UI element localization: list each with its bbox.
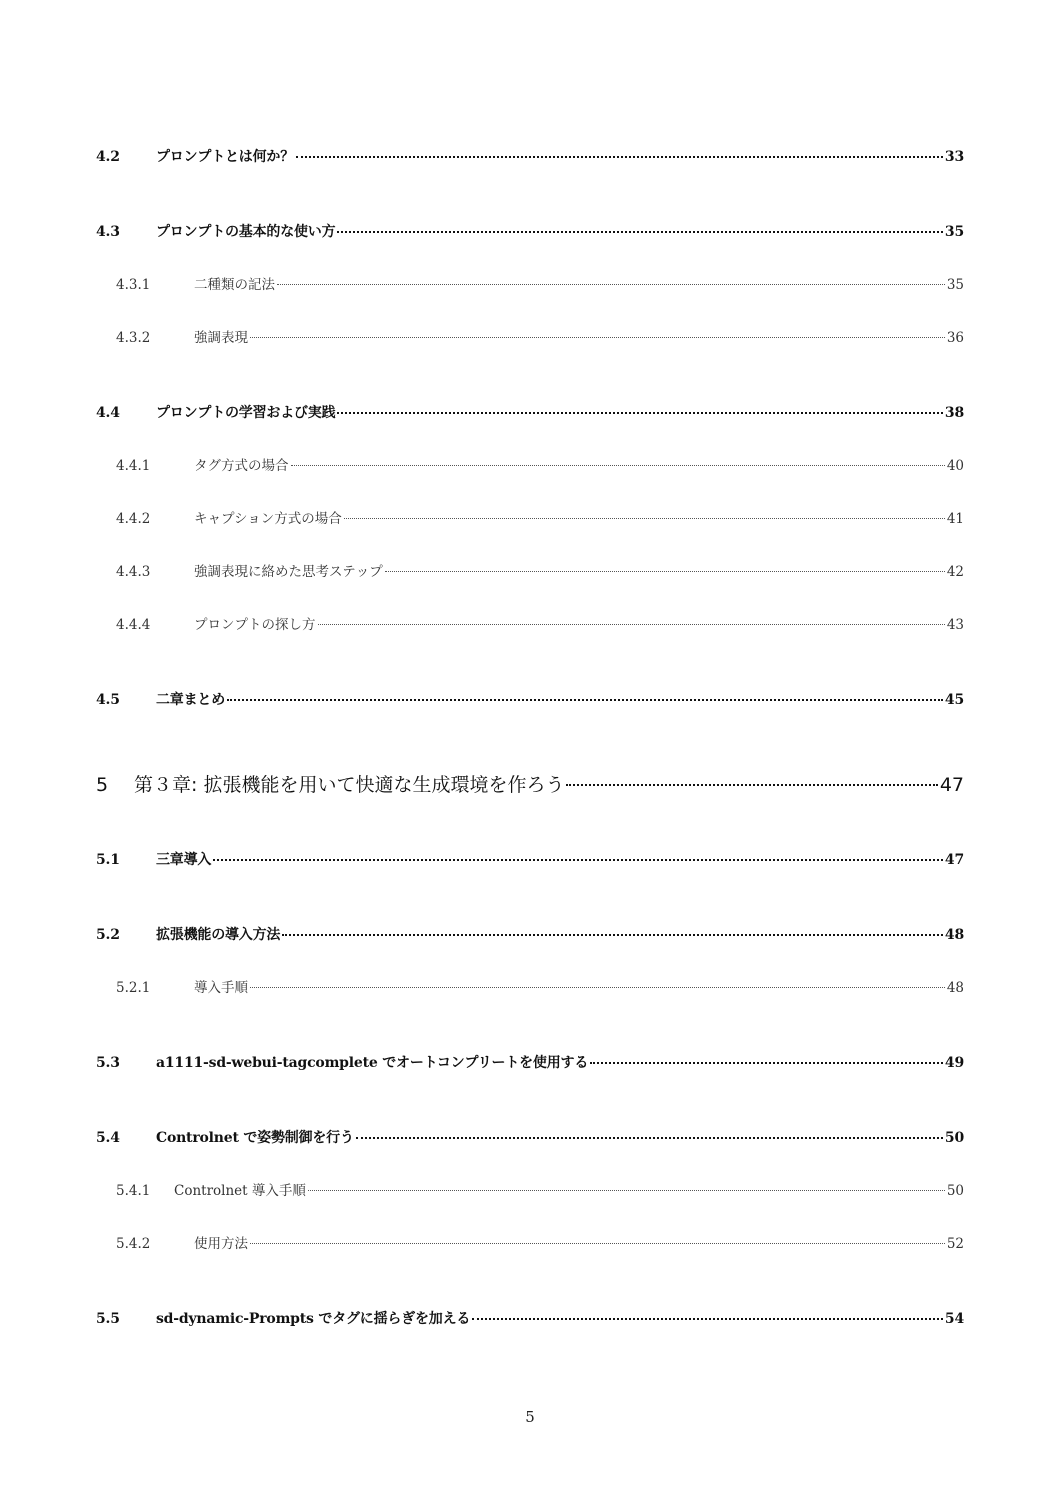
dot-leader	[590, 1048, 943, 1064]
dot-leader	[227, 685, 943, 701]
toc-entry-number: 4.4.4	[116, 617, 151, 633]
toc-entry-page: 33	[944, 149, 964, 165]
toc-entry-page: 35	[944, 224, 964, 240]
table-of-contents	[96, 0, 964, 1380]
toc-entry-page: 54	[944, 1311, 964, 1327]
toc-entry-page: 52	[946, 1236, 964, 1252]
toc-entry-title: 使用方法	[194, 1236, 248, 1252]
toc-entry-page: 35	[946, 277, 964, 293]
toc-entry-number: 5.2	[96, 927, 120, 943]
toc-entry-number: 4.4.3	[116, 564, 151, 580]
dot-leader	[566, 765, 937, 786]
toc-entry-title: Controlnet 導入手順	[174, 1183, 306, 1199]
toc-entry-title: キャプション方式の場合	[194, 511, 342, 527]
dot-leader	[318, 611, 945, 626]
toc-entry[interactable]	[96, 613, 964, 633]
toc-entry-page: 47	[939, 774, 964, 796]
toc-entry[interactable]	[96, 401, 964, 422]
toc-entry-title: プロンプトとは何か？	[156, 149, 294, 165]
dot-leader	[472, 1304, 943, 1320]
toc-entry-title: 三章導入	[156, 852, 212, 868]
dot-leader	[277, 271, 945, 286]
toc-entry[interactable]	[96, 454, 964, 474]
toc-entry-page: 50	[946, 1183, 964, 1199]
toc-entry-page: 49	[944, 1055, 964, 1071]
toc-entry-number: 4.4.1	[116, 458, 151, 474]
toc-entry[interactable]	[96, 1179, 964, 1199]
toc-entry-number: 4.3.1	[116, 277, 151, 293]
toc-entry-number: 4.3	[96, 224, 120, 240]
toc-entry-title: プロンプトの探し方	[194, 617, 316, 633]
toc-entry-title: 強調表現に絡めた思考ステップ	[194, 564, 383, 580]
toc-entry-number: 4.4.2	[116, 511, 151, 527]
toc-entry-title: 二種類の記法	[194, 277, 275, 293]
dot-leader	[337, 398, 943, 414]
toc-entry-page: 45	[944, 692, 964, 708]
dot-leader	[213, 845, 943, 861]
toc-entry-number: 4.5	[96, 692, 120, 708]
toc-entry-title: Controlnet で姿勢制御を行う	[156, 1130, 354, 1146]
toc-entry-page: 38	[944, 405, 964, 421]
toc-entry[interactable]	[96, 145, 964, 166]
toc-entry-title: 導入手順	[194, 980, 248, 996]
toc-entry-title: 二章まとめ	[156, 692, 225, 708]
toc-entry-title: 拡張機能の導入方法	[156, 927, 281, 943]
dot-leader	[250, 1230, 945, 1245]
toc-entry[interactable]	[96, 923, 964, 944]
toc-entry[interactable]	[96, 220, 964, 241]
dot-leader	[282, 920, 943, 936]
toc-entry-page: 42	[946, 564, 964, 580]
toc-entry[interactable]	[96, 1307, 964, 1328]
toc-entry-number: 5.3	[96, 1055, 120, 1071]
toc-entry-title: プロンプトの学習および実践	[156, 405, 336, 421]
toc-entry-page: 36	[946, 330, 964, 346]
toc-entry[interactable]	[96, 273, 964, 293]
toc-entry-title: プロンプトの基本的な使い方	[156, 224, 336, 240]
toc-entry-number: 4.3.2	[116, 330, 151, 346]
dot-leader	[356, 1123, 943, 1139]
toc-entry-number: 5.1	[96, 852, 120, 868]
toc-entry[interactable]	[96, 976, 964, 996]
toc-entry[interactable]	[96, 848, 964, 869]
toc-entry-title: タグ方式の場合	[194, 458, 289, 474]
toc-entry[interactable]	[96, 560, 964, 580]
dot-leader	[291, 452, 945, 467]
toc-entry-page: 48	[944, 927, 964, 943]
toc-entry[interactable]	[96, 326, 964, 346]
dot-leader	[385, 558, 945, 573]
dot-leader	[250, 324, 945, 339]
toc-entry-title: 第３章: 拡張機能を用いて快適な生成環境を作ろう	[134, 774, 565, 796]
toc-entry-number: 5.4.1	[116, 1183, 151, 1199]
toc-entry[interactable]	[96, 688, 964, 709]
toc-entry-page: 48	[946, 980, 964, 996]
toc-entry-number: 5	[96, 774, 109, 796]
toc-entry[interactable]	[96, 1126, 964, 1147]
toc-entry[interactable]	[96, 1051, 964, 1072]
dot-leader	[296, 142, 943, 158]
dot-leader	[344, 505, 945, 520]
toc-entry-title: 強調表現	[194, 330, 248, 346]
toc-entry-page: 47	[944, 852, 964, 868]
toc-entry-number: 5.5	[96, 1311, 120, 1327]
toc-entry-number: 5.2.1	[116, 980, 151, 996]
toc-entry-number: 5.4.2	[116, 1236, 151, 1252]
toc-entry-title: a1111-sd-webui-tagcomplete でオートコンプリートを使用する	[156, 1055, 589, 1071]
toc-entry-number: 4.4	[96, 405, 120, 421]
toc-entry-number: 5.4	[96, 1130, 120, 1146]
toc-entry-page: 40	[946, 458, 964, 474]
toc-entry-page: 43	[946, 617, 964, 633]
dot-leader	[250, 974, 945, 989]
dot-leader	[308, 1177, 945, 1192]
page-number: 5	[525, 1408, 535, 1426]
toc-entry[interactable]	[96, 507, 964, 527]
toc-chapter-entry[interactable]	[96, 770, 964, 797]
toc-entry-number: 4.2	[96, 149, 120, 165]
dot-leader	[337, 217, 943, 233]
toc-entry-page: 50	[944, 1130, 964, 1146]
toc-entry[interactable]	[96, 1232, 964, 1252]
toc-entry-page: 41	[946, 511, 964, 527]
toc-entry-title: sd-dynamic-Prompts でタグに揺らぎを加える	[156, 1311, 471, 1327]
